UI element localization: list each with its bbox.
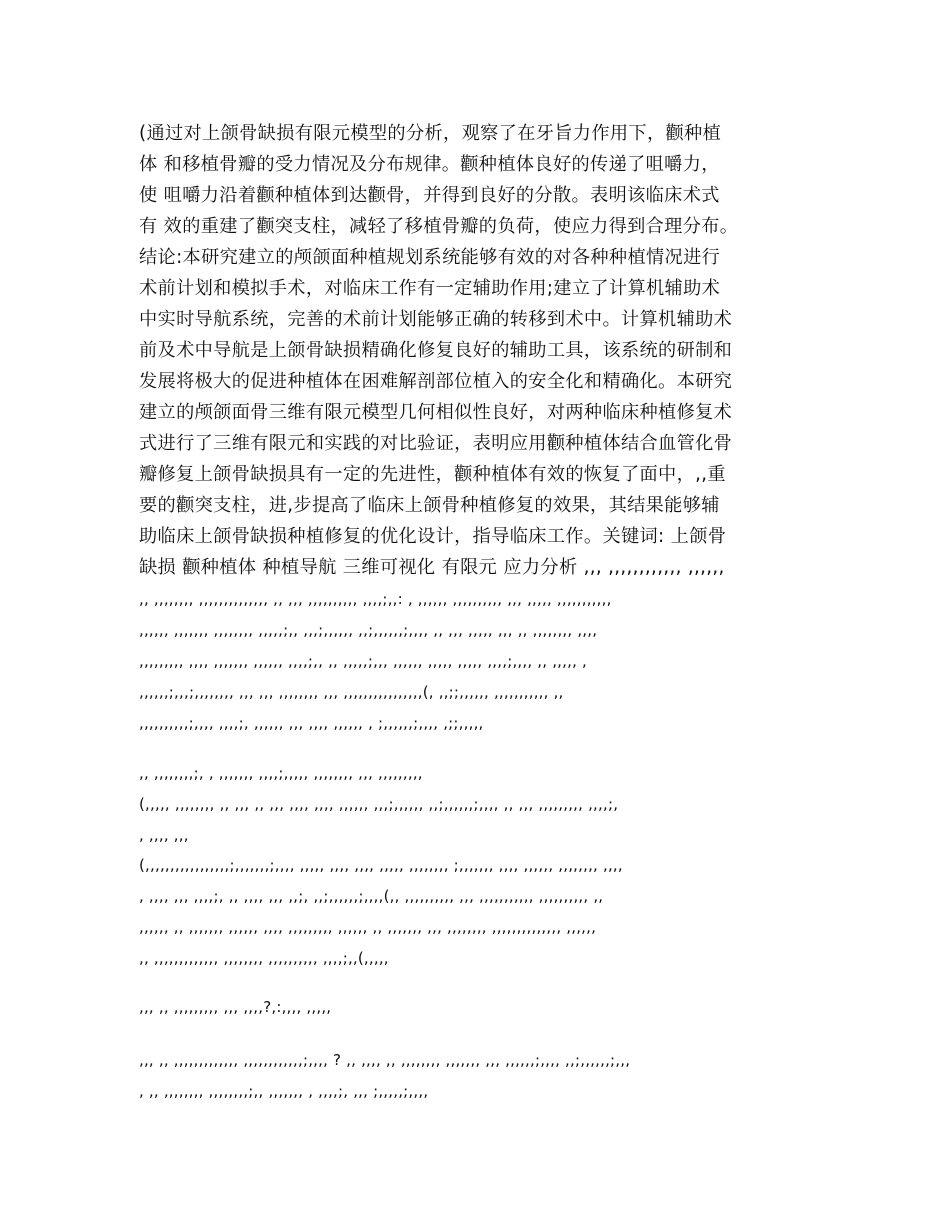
garbled-line: ,,,,,,,,, ,,,, ,,,,,,, ,,,,,, ,,,,;,, ,, ,,,,,;,,, ,,,,,, ,,,,, ,,,,, ,,,,;,,,, ,, ,,,,, , — [139, 652, 587, 670]
text-line: 术前计划和模拟手术，对临床工作有一定辅助作用;建立了计算机辅助术 — [139, 278, 721, 299]
text-line: 瓣修复上颌骨缺损具有一定的先进性，颧种植体有效的恢复了面中，,,重 — [139, 464, 726, 485]
garbled-line: , ,, ,,,,,,,, ,,,,,,,,;,, ,,,,,,, , ,,,,;, ,,, ;,,,,,;,,,, — [139, 1082, 429, 1100]
text-line: (通过对上颌骨缺损有限元模型的分析，观察了在牙旨力作用下，颧种植 — [139, 123, 722, 144]
garbled-line: ,, ,,,,,,,, ,,,,,,,,,,,,,, ,, ,,, ,,,,,,,,,, ,,,,;,,: , ,,,,,, ,,,,,,,,,, ,,, ,,,,, ,,,,,,,,,,, — [139, 590, 612, 608]
garbled-text-block — [139, 992, 819, 1023]
garbled-line: ,,,,,,;,,,;,,,,,,,, ,,, ,,, ,,,,,,,, ,,, ,,,,,,,,,,,,,,,,(, ,,;;,,,,,, ,,,,,,,,,,, ,, — [139, 683, 564, 701]
text-line: 式进行了三维有限元和实践的对比验证，表明应用颧种植体结合血管化骨 — [139, 433, 733, 454]
abstract-paragraph — [139, 118, 819, 583]
garbled-line: ,, ,,,,,,,,;, , ,,,,,,, ,,,,;,,,,, ,,,,,,,, ,,, ,,,,,,,,, — [139, 764, 423, 782]
garbled-line: ,,, ,, ,,,,,,,,, ,,, ,,,,?,:,,,, ,,,,, — [139, 998, 332, 1016]
garbled-text-block — [139, 758, 819, 851]
text-line: 使 咀嚼力沿着颧种植体到达颧骨，并得到良好的分散。表明该临床术式 — [139, 185, 720, 206]
garbled-line: ,,, ,, ,,,,,,,,,,,,, ,,,,,,,,,,,,;,,,, ? ,, ,,,, ,, ,,,,,,,, ,,,,,,, ,,, ,,,,,,;,,,, ,,;,,,,,,;,,, — [139, 1051, 631, 1069]
garbled-line: (,,,,, ,,,,,,,, ,, ,,, ,, ,,, ,,,, ,,,, ,,,,,, ,,,;,,,,,, ,,;,,,,,,;,,,, ,, ,,, ,,,,,,,,, ,,,,;, — [139, 795, 619, 813]
garbled-line: , ,,,, ,,, — [139, 826, 189, 844]
text-line: 结论:本研究建立的颅颌面种植规划系统能够有效的对各种种植情况进行 — [139, 247, 721, 268]
text-line: 发展将极大的促进种植体在困难解剖部位植入的安全化和精确化。本研究 — [139, 371, 733, 392]
text-line: 中实时导航系统，完善的术前计划能够正确的转移到术中。计算机辅助术 — [139, 309, 733, 330]
garbled-line: (,,,,,,,,,,,,,,,,,;,,,,,,,;,,,, ,,,,, ,,,, ,,,, ,,,,, ,,,,,,,, ;,,,,,,, ,,,, ,,,,,, ,,,,,,,, ,,,, — [139, 856, 623, 874]
garbled-line: ,,,,,, ,,,,,,, ,,,,,,,, ,,,,,;,, ,,,;,,,,,, ,,;,,,,,,;,,,, ,, ,,, ,,,,, ,,, ,, ,,,,,,,, ,,,, — [139, 621, 598, 639]
garbled-line: ,, ,,,,,,,,,,,,, ,,,,,,,, ,,,,,,,,,, ,,,,;,,(,,,,, — [139, 949, 389, 967]
text-line: 助临床上颌骨缺损种植修复的优化设计，指导临床工作。关键词: 上颌骨 — [139, 526, 727, 547]
text-line: 建立的颅颌面骨三维有限元模型几何相似性良好，对两种临床种植修复术 — [139, 402, 733, 423]
garbled-line: ,,,,,, ,, ,,,,,,, ,,,,,, ,,,, ,,,,,,,,, ,,,,,, ,, ,,,,,,, ,,, ,,,,,,,, ,,,,,,,,,,,,,, ,,,,,, — [139, 918, 597, 936]
text-line: 有 效的重建了颧突支柱，减轻了移植骨瓣的负荷，使应力得到合理分布。 — [139, 216, 739, 237]
text-line: 前及术中导航是上颌骨缺损精确化修复良好的辅助工具，该系统的研制和 — [139, 340, 733, 361]
text-line: 体 和移植骨瓣的受力情况及分布规律。颧种植体良好的传递了咀嚼力， — [139, 154, 720, 175]
keywords-line: 缺损 颧种植体 种植导航 三维可视化 有限元 应力分析 ,,, ,,,,,,,,,,,, ,,,,,, — [139, 557, 725, 578]
garbled-text-block — [139, 850, 819, 974]
garbled-line: , ,,,, ,,, ,,,,;, ,, ,,,, ,,, ,,;, ,,;,,,,,,;,,,,(,, ,,,,,,,,,, ,,, ,,,,,,,,,,, ,,,,,,,,,, ,, — [139, 887, 604, 905]
garbled-line: ,,,,,,,,,,;,,,, ,,,,;, ,,,,,, ,,, ,,,, ,,,,,, , ;,,,,,,;,,,, ,;;,,,,, — [139, 714, 484, 732]
garbled-text-block — [139, 584, 819, 739]
text-line: 要的颧突支柱，进,步提高了临床上颌骨种植修复的效果，其结果能够辅 — [139, 495, 720, 516]
garbled-text-block — [139, 1045, 819, 1107]
